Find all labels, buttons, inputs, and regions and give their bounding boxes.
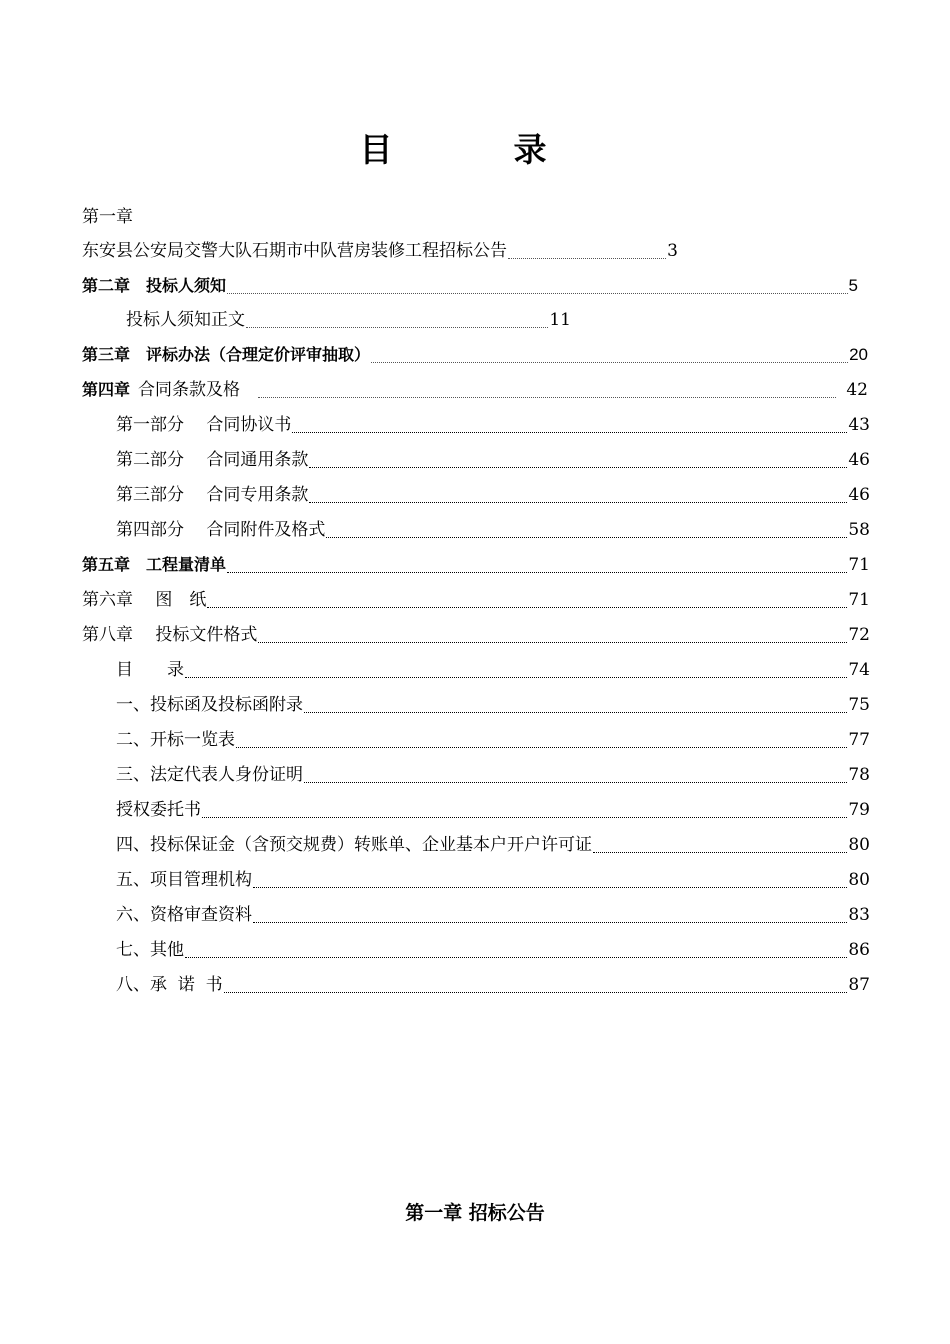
toc-entry-ch4-part2[interactable] bbox=[116, 448, 870, 472]
toc-entry-ch8[interactable] bbox=[82, 623, 870, 647]
toc-entry-ch8-item[interactable] bbox=[116, 868, 870, 892]
toc-entry-label: 四、投标保证金（含预交规费）转账单、企业基本户开户许可证 bbox=[116, 835, 592, 855]
toc-leader bbox=[236, 746, 847, 748]
toc-page-number: 43 bbox=[848, 415, 870, 435]
toc-entry-label: 第一部分 合同协议书 bbox=[116, 415, 292, 435]
toc-page-number: 58 bbox=[848, 520, 870, 540]
toc-entry-label: 第五章 工程量清单 bbox=[82, 555, 227, 574]
toc-leader bbox=[207, 606, 847, 608]
toc-page-number: 74 bbox=[848, 660, 870, 680]
toc-leader bbox=[185, 956, 847, 958]
toc-entry-label: 第四部分 合同附件及格式 bbox=[116, 520, 326, 540]
toc-leader bbox=[246, 326, 548, 328]
toc-leader bbox=[258, 641, 847, 643]
toc-page-number: 72 bbox=[848, 625, 870, 645]
toc-entry-chapter: 第四章 bbox=[82, 380, 131, 399]
toc-title: 目 录 bbox=[359, 130, 591, 169]
toc-entry-label: 六、资格审查资料 bbox=[116, 905, 252, 925]
toc-leader bbox=[508, 257, 666, 259]
toc-page-number: 71 bbox=[848, 555, 870, 575]
toc-leader bbox=[185, 676, 847, 678]
toc-entry-ch8-item[interactable] bbox=[116, 833, 870, 857]
toc-leader bbox=[224, 991, 848, 993]
toc-leader bbox=[304, 781, 847, 783]
toc-entry-ch6[interactable] bbox=[82, 588, 870, 612]
toc-entry-ch4[interactable] bbox=[82, 378, 868, 402]
toc-leader bbox=[227, 571, 847, 573]
toc-entry-label: 授权委托书 bbox=[116, 800, 201, 820]
toc-entry-ch8-item[interactable] bbox=[116, 658, 870, 682]
toc-entry-label: 投标人须知正文 bbox=[126, 310, 245, 330]
toc-entry-ch8-item[interactable] bbox=[116, 973, 870, 997]
toc-page-number: 87 bbox=[848, 975, 870, 995]
toc-leader bbox=[326, 536, 847, 538]
toc-entry-ch2-sub[interactable] bbox=[126, 308, 571, 332]
toc-entry-ch4-part4[interactable] bbox=[116, 518, 870, 542]
toc-page-number: 83 bbox=[848, 905, 870, 925]
toc-entry-ch3[interactable] bbox=[82, 343, 868, 367]
toc-entry-ch8-item[interactable] bbox=[116, 798, 870, 822]
toc-leader bbox=[253, 886, 847, 888]
toc-page-number: 80 bbox=[848, 870, 870, 890]
toc-entry-label: 第三章 评标办法（合理定价评审抽取） bbox=[82, 345, 371, 364]
toc-entry-ch1[interactable] bbox=[82, 239, 678, 263]
toc-page-number: 75 bbox=[848, 695, 870, 715]
toc-entry-label: 五、项目管理机构 bbox=[116, 870, 252, 890]
toc-page-number: 11 bbox=[549, 310, 571, 330]
toc-entry-ch2[interactable] bbox=[82, 274, 858, 298]
toc-entry-label: 第八章 投标文件格式 bbox=[82, 625, 258, 645]
toc-page-number: 3 bbox=[667, 241, 678, 261]
toc-entry-ch8-item[interactable] bbox=[116, 938, 870, 962]
toc-page-number: 86 bbox=[848, 940, 870, 960]
toc-leader bbox=[309, 501, 847, 503]
toc-entry-label: 合同条款及格 bbox=[138, 380, 241, 400]
toc-entry-label: 二、开标一览表 bbox=[116, 730, 235, 750]
toc-leader bbox=[371, 361, 848, 363]
toc-entry-ch8-item[interactable] bbox=[116, 763, 870, 787]
toc-page-number: 71 bbox=[848, 590, 870, 610]
toc-entry-label: 目 录 bbox=[116, 660, 184, 680]
toc-leader bbox=[292, 431, 847, 433]
toc-entry-ch8-item[interactable] bbox=[116, 693, 870, 717]
toc-leader bbox=[593, 851, 847, 853]
toc-entry-label: 三、法定代表人身份证明 bbox=[116, 765, 303, 785]
toc-entry-label: 七、其他 bbox=[116, 940, 184, 960]
toc-leader bbox=[253, 921, 847, 923]
toc-page-number: 46 bbox=[848, 485, 870, 505]
toc-page-number: 79 bbox=[848, 800, 870, 820]
toc-entry-label: 东安县公安局交警大队石期市中队营房装修工程招标公告 bbox=[82, 241, 507, 261]
toc-entry-ch4-part3[interactable] bbox=[116, 483, 870, 507]
toc-entry-ch8-item[interactable] bbox=[116, 903, 870, 927]
toc-page-number: 42 bbox=[846, 380, 868, 400]
toc-page-number: 46 bbox=[848, 450, 870, 470]
toc-page-number: 78 bbox=[848, 765, 870, 785]
toc-leader bbox=[202, 816, 847, 818]
toc-entry-label: 第二部分 合同通用条款 bbox=[116, 450, 309, 470]
chapter-heading: 第一章 招标公告 bbox=[405, 1202, 545, 1224]
toc-leader bbox=[227, 292, 848, 294]
toc-entry-label: 第三部分 合同专用条款 bbox=[116, 485, 309, 505]
toc-ch1-label: 第一章 bbox=[82, 207, 133, 227]
toc-entry-label: 八、承 诺 书 bbox=[116, 975, 223, 995]
toc-leader bbox=[309, 466, 847, 468]
toc-entry-ch4-part1[interactable] bbox=[116, 413, 870, 437]
toc-entry-ch8-item[interactable] bbox=[116, 728, 870, 752]
toc-entry-ch5[interactable] bbox=[82, 553, 870, 577]
toc-entry-label: 一、投标函及投标函附录 bbox=[116, 695, 303, 715]
toc-leader bbox=[304, 711, 847, 713]
toc-entry-label: 第六章 图 纸 bbox=[82, 590, 207, 610]
toc-page-number: 80 bbox=[848, 835, 870, 855]
toc-page-number: 77 bbox=[848, 730, 870, 750]
toc-leader bbox=[258, 396, 836, 398]
toc-page-number: 20 bbox=[849, 345, 868, 364]
toc-page-number: 5 bbox=[848, 276, 858, 295]
toc-entry-label: 第二章 投标人须知 bbox=[82, 276, 227, 295]
